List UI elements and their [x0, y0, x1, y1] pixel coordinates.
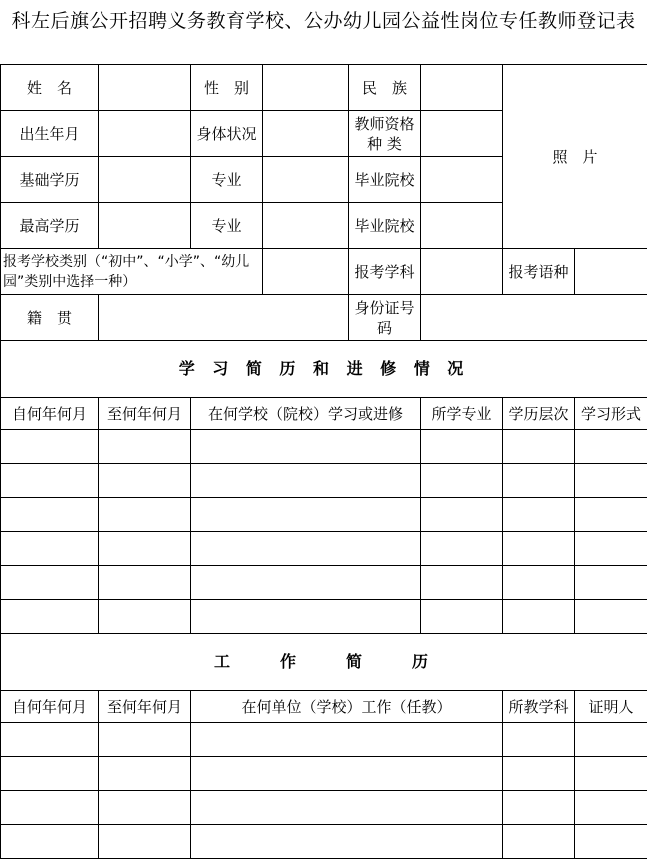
field-basic-edu[interactable] — [99, 157, 191, 203]
work-cell[interactable] — [191, 757, 503, 791]
study-cell[interactable] — [503, 430, 575, 464]
study-header-school: 在何学校（院校）学习或进修 — [191, 398, 421, 430]
study-header-from: 自何年何月 — [1, 398, 99, 430]
work-row — [1, 723, 647, 757]
work-cell[interactable] — [575, 791, 647, 825]
study-cell[interactable] — [575, 464, 647, 498]
work-header-from: 自何年何月 — [1, 691, 99, 723]
work-row — [1, 791, 647, 825]
field-language[interactable] — [575, 249, 647, 295]
work-cell[interactable] — [575, 825, 647, 859]
study-cell[interactable] — [421, 566, 503, 600]
study-cell[interactable] — [421, 498, 503, 532]
registration-table — [0, 64, 647, 859]
label-name: 姓 名 — [1, 65, 99, 111]
work-header-to: 至何年何月 — [99, 691, 191, 723]
study-cell[interactable] — [503, 566, 575, 600]
study-cell[interactable] — [191, 532, 421, 566]
field-id-card[interactable] — [421, 295, 647, 341]
field-cert[interactable] — [421, 111, 503, 157]
work-cell[interactable] — [99, 791, 191, 825]
study-cell[interactable] — [1, 464, 99, 498]
field-grad-school-2[interactable] — [421, 203, 503, 249]
study-cell[interactable] — [503, 600, 575, 634]
work-cell[interactable] — [1, 825, 99, 859]
label-id-card: 身份证号码 — [349, 295, 421, 341]
work-cell[interactable] — [191, 825, 503, 859]
study-header-major: 所学专业 — [421, 398, 503, 430]
work-cell[interactable] — [1, 791, 99, 825]
field-gender[interactable] — [263, 65, 349, 111]
field-native[interactable] — [99, 295, 349, 341]
work-header-unit: 在何单位（学校）工作（任教） — [191, 691, 503, 723]
label-major-2: 专业 — [191, 203, 263, 249]
study-cell[interactable] — [191, 430, 421, 464]
study-section-title: 学 习 简 历 和 进 修 情 况 — [1, 341, 647, 398]
study-cell[interactable] — [99, 464, 191, 498]
work-cell[interactable] — [575, 757, 647, 791]
study-cell[interactable] — [1, 532, 99, 566]
work-cell[interactable] — [1, 723, 99, 757]
label-gender: 性 别 — [191, 65, 263, 111]
study-cell[interactable] — [191, 464, 421, 498]
work-section-title: 工 作 简 历 — [1, 634, 647, 691]
study-cell[interactable] — [421, 464, 503, 498]
study-row — [1, 498, 647, 532]
label-birth: 出生年月 — [1, 111, 99, 157]
work-cell[interactable] — [503, 723, 575, 757]
study-header-level: 学历层次 — [503, 398, 575, 430]
work-cell[interactable] — [503, 825, 575, 859]
study-cell[interactable] — [99, 600, 191, 634]
study-cell[interactable] — [99, 532, 191, 566]
field-grad-school-1[interactable] — [421, 157, 503, 203]
study-cell[interactable] — [575, 566, 647, 600]
work-cell[interactable] — [99, 723, 191, 757]
study-cell[interactable] — [503, 532, 575, 566]
form-title: 科左后旗公开招聘义务教育学校、公办幼儿园公益性岗位专任教师登记表 — [0, 0, 647, 64]
work-row — [1, 825, 647, 859]
study-cell[interactable] — [575, 498, 647, 532]
label-highest-edu: 最高学历 — [1, 203, 99, 249]
label-school-type: 报考学校类别（“初中”、“小学”、“幼儿园”类别中选择一种） — [1, 249, 263, 295]
label-language: 报考语种 — [503, 249, 575, 295]
study-cell[interactable] — [421, 532, 503, 566]
study-row — [1, 566, 647, 600]
study-cell[interactable] — [503, 498, 575, 532]
label-major-1: 专业 — [191, 157, 263, 203]
work-header-witness: 证明人 — [575, 691, 647, 723]
study-cell[interactable] — [421, 430, 503, 464]
study-row — [1, 600, 647, 634]
field-major-1[interactable] — [263, 157, 349, 203]
work-cell[interactable] — [191, 791, 503, 825]
study-cell[interactable] — [1, 430, 99, 464]
field-major-2[interactable] — [263, 203, 349, 249]
study-cell[interactable] — [575, 532, 647, 566]
study-header-to: 至何年何月 — [99, 398, 191, 430]
work-cell[interactable] — [503, 791, 575, 825]
study-row — [1, 464, 647, 498]
study-cell[interactable] — [575, 600, 647, 634]
label-subject: 报考学科 — [349, 249, 421, 295]
label-grad-school-1: 毕业院校 — [349, 157, 421, 203]
field-birth[interactable] — [99, 111, 191, 157]
study-cell[interactable] — [191, 566, 421, 600]
study-cell[interactable] — [191, 600, 421, 634]
label-ethnicity: 民 族 — [349, 65, 421, 111]
study-cell[interactable] — [1, 600, 99, 634]
field-health[interactable] — [263, 111, 349, 157]
photo-box[interactable]: 照 片 — [503, 65, 647, 249]
study-cell[interactable] — [99, 498, 191, 532]
label-cert: 教师资格种 类 — [349, 111, 421, 157]
study-cell[interactable] — [1, 498, 99, 532]
study-cell[interactable] — [99, 566, 191, 600]
study-cell[interactable] — [575, 430, 647, 464]
work-cell[interactable] — [503, 757, 575, 791]
work-row — [1, 757, 647, 791]
field-ethnicity[interactable] — [421, 65, 503, 111]
study-cell[interactable] — [421, 600, 503, 634]
field-highest-edu[interactable] — [99, 203, 191, 249]
field-school-type[interactable] — [263, 249, 349, 295]
study-cell[interactable] — [1, 566, 99, 600]
label-health: 身体状况 — [191, 111, 263, 157]
label-grad-school-2: 毕业院校 — [349, 203, 421, 249]
work-cell[interactable] — [1, 757, 99, 791]
study-row — [1, 430, 647, 464]
label-basic-edu: 基础学历 — [1, 157, 99, 203]
study-header-form: 学习形式 — [575, 398, 647, 430]
field-name[interactable] — [99, 65, 191, 111]
work-header-subject: 所教学科 — [503, 691, 575, 723]
field-subject[interactable] — [421, 249, 503, 295]
work-cell[interactable] — [99, 757, 191, 791]
study-cell[interactable] — [99, 430, 191, 464]
label-native: 籍 贯 — [1, 295, 99, 341]
work-cell[interactable] — [191, 723, 503, 757]
work-cell[interactable] — [575, 723, 647, 757]
study-cell[interactable] — [503, 464, 575, 498]
study-row — [1, 532, 647, 566]
work-cell[interactable] — [99, 825, 191, 859]
study-cell[interactable] — [191, 498, 421, 532]
